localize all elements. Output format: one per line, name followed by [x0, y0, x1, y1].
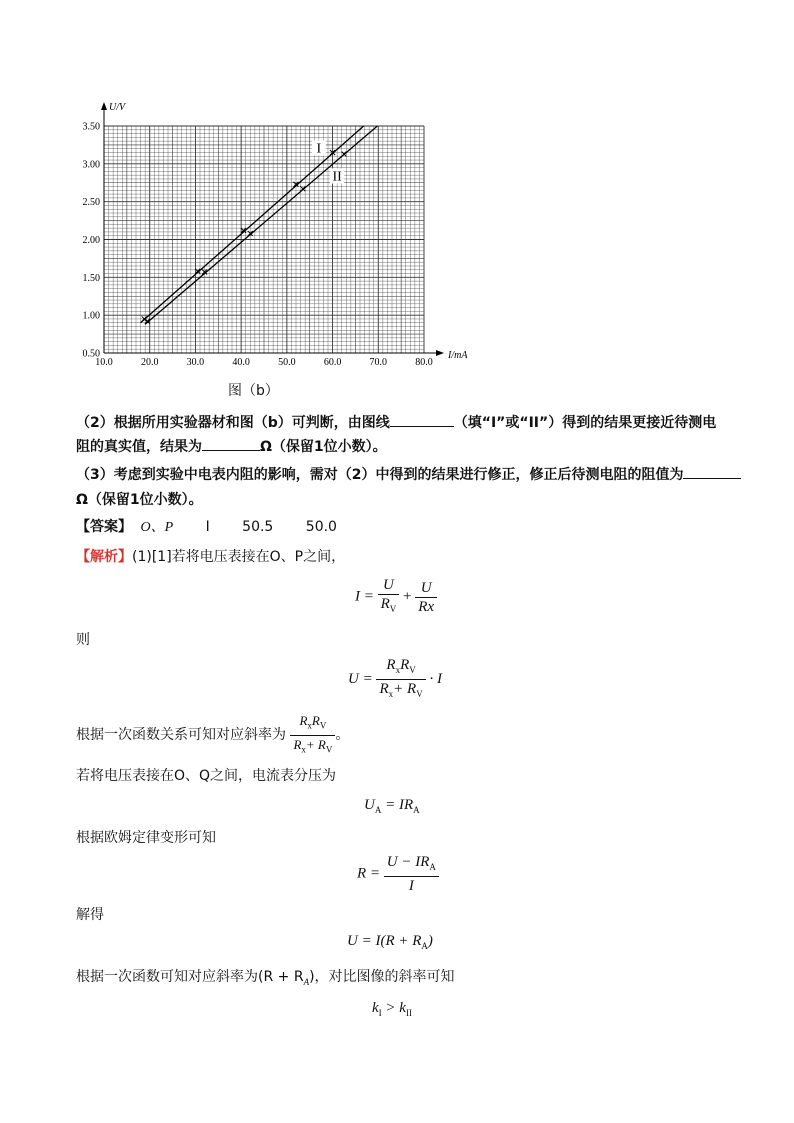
answer-value-4: 50.0 [305, 519, 337, 535]
y-tick-label: 3.00 [82, 159, 100, 171]
f2-num-sub-a: x [395, 665, 401, 675]
analysis-line [76, 547, 345, 567]
formula-2 [348, 656, 442, 703]
figure-caption: 图（b） [228, 383, 279, 399]
f5-a: U = I(R + R [347, 933, 422, 949]
formula-5 [347, 933, 433, 951]
f2-den-sub-b: V [416, 689, 423, 699]
f4-num-sub: A [429, 862, 436, 872]
q3-text-a: （3）考虑到实验中电表内阻的影响，需对（2）中得到的结果进行修正，修正后待测电阻的阻值为 [76, 467, 684, 483]
formula-6 [372, 1000, 412, 1018]
slope2-tail: )，对比图像的斜率可知 [309, 969, 455, 985]
question-3-line2 [76, 489, 203, 511]
f6-b: > k [385, 1000, 406, 1016]
f4-num: U − IR [386, 854, 430, 870]
series-label-II: II [332, 169, 342, 185]
q2-text-c: 阻的真实值，结果为 [76, 439, 202, 455]
answer-blank [202, 436, 260, 451]
sf-num-b: R [311, 713, 320, 728]
ohm-text: 根据欧姆定律变形可知 [76, 830, 216, 846]
x-tick-label: 60.0 [323, 357, 342, 368]
sf-den-sub-b: V [325, 744, 333, 755]
f2-tail: · I [429, 670, 442, 687]
y-tick-label: 1.50 [82, 272, 100, 284]
f1-num2: U [415, 579, 437, 598]
f1-plus: + [403, 588, 412, 605]
f4-frac [384, 853, 439, 895]
f4-lhs: R = [357, 865, 381, 882]
f1-lhs: I = [355, 588, 374, 605]
f1-num1: U [378, 576, 400, 595]
answer-value-1: O、P [140, 520, 174, 535]
f1-frac2 [415, 579, 437, 616]
slope-line [76, 712, 349, 758]
q3-text-b: Ω（保留1位小数）。 [76, 492, 203, 508]
sf-den-a: R [293, 736, 302, 752]
slope-text-a: 根据一次函数关系可知对应斜率为 [76, 727, 286, 744]
f2-den-b: + R [393, 681, 417, 697]
q2-text-d: Ω（保留1位小数）。 [260, 439, 387, 455]
q2-text-b: （填“I”或“II”）得到的结果更接近待测电 [453, 415, 717, 431]
f2-num-a: R [386, 657, 396, 673]
data-point-II [342, 151, 347, 156]
f1-den2: Rx [418, 598, 435, 615]
y-tick-label: 2.00 [82, 235, 100, 246]
question-2-line1 [76, 412, 716, 434]
sf-den-b: + R [305, 736, 326, 752]
answer-blank [683, 464, 741, 479]
x-tick-label: 10.0 [95, 357, 113, 368]
f2-frac [376, 656, 425, 703]
answer-blank [390, 412, 454, 427]
x-tick-label: 30.0 [186, 357, 205, 368]
f3-a: U [364, 797, 375, 813]
f6-sub-a: I [378, 1008, 382, 1018]
answer-value-2: I [205, 519, 210, 535]
f2-den-sub-a: x [388, 689, 394, 699]
f6-sub-b: II [405, 1008, 412, 1018]
y-tick-label: 2.50 [82, 197, 100, 209]
question-2-line2 [76, 436, 387, 458]
f1-den1: R [380, 596, 390, 612]
f2-den-a: R [379, 681, 389, 697]
slope-frac [290, 712, 335, 758]
slope-text-b: 。 [335, 727, 350, 744]
formula-1 [355, 576, 437, 618]
analysis-intro: (1)[1]若将电压表接在O、P之间， [132, 549, 346, 565]
y-tick-label: 0.50 [82, 348, 100, 360]
f5-tail: ) [427, 933, 433, 949]
x-tick-label: 40.0 [232, 357, 250, 368]
f4-den: I [408, 878, 414, 894]
u-i-chart [60, 96, 480, 376]
question-3-line1 [76, 464, 741, 486]
f6-a: k [372, 1000, 379, 1016]
slope2-line [76, 967, 455, 992]
sf-num-sub-a: x [307, 720, 312, 731]
series-label-I: I [316, 141, 322, 157]
f5-sub: A [421, 941, 428, 951]
sf-num-a: R [299, 713, 308, 728]
f3-b: = IR [385, 797, 414, 813]
x-axis-label: I/mA [448, 350, 468, 361]
f2-num-b: R [400, 657, 410, 673]
y-axis-label: U/V [109, 102, 126, 113]
answer-line [76, 517, 337, 538]
f3-sub-b: A [413, 805, 420, 815]
slope2-text: 根据一次函数可知对应斜率为(R + R [76, 969, 304, 985]
f2-num-sub-b: V [409, 665, 416, 675]
x-tick-label: 50.0 [278, 357, 296, 368]
formula-4 [357, 853, 439, 895]
x-tick-label: 20.0 [140, 357, 159, 368]
q2-text-a: （2）根据所用实验器材和图（b）可判断，由图线 [76, 415, 390, 431]
f3-sub-a: A [374, 805, 382, 815]
slope2-sub: A [303, 976, 310, 987]
y-axis-arrow [101, 102, 107, 110]
formula-3 [364, 797, 420, 815]
sf-num-sub-b: V [319, 720, 327, 731]
sf-den-sub-a: x [301, 744, 306, 755]
f2-lhs: U = [348, 670, 373, 687]
y-tick-label: 3.50 [82, 121, 100, 133]
jiede-text: 解得 [76, 907, 104, 923]
answer-value-3: 50.5 [242, 519, 274, 535]
x-axis-arrow [436, 350, 444, 356]
f1-frac1 [378, 576, 400, 618]
analysis-tag: 【解析】 [76, 549, 132, 565]
text-ze: 则 [76, 632, 90, 648]
oq-text: 若将电压表接在O、Q之间，电流表分压为 [76, 768, 337, 784]
answer-tag: 【答案】 [76, 519, 132, 535]
x-tick-label: 80.0 [415, 357, 433, 368]
y-tick-label: 1.00 [82, 310, 100, 322]
f1-den1-sub: V [389, 604, 397, 614]
x-tick-label: 70.0 [369, 357, 388, 368]
